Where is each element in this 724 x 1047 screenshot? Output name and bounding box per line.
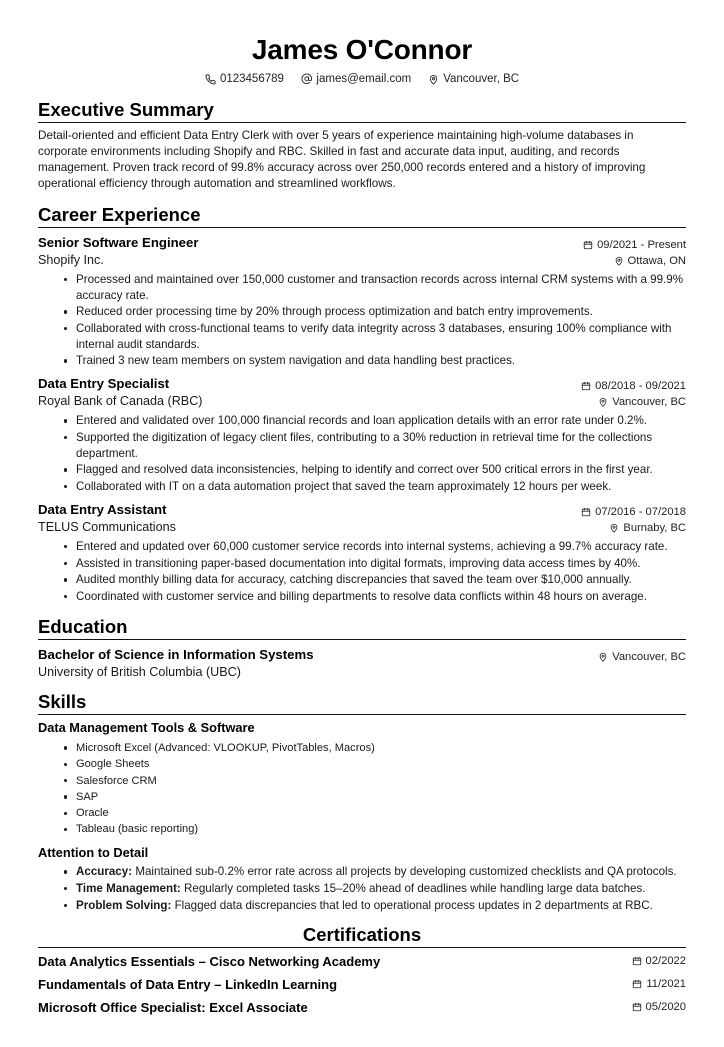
at-sign-icon [301,73,313,85]
education-entry-head [38,647,686,680]
location-pin-icon [428,74,439,85]
skill-item-text: Flagged data discrepancies that led to operational process updates in 2 departments at RBC. [174,898,653,912]
skill-item [64,864,686,880]
education-location-text: Vancouver, BC [612,650,686,663]
job-title: Data Entry Assistant [38,501,167,517]
skill-item: SAP [64,789,686,805]
calendar-icon [632,1002,642,1012]
job-location-line [581,520,686,536]
job-bullet: Reduced order processing time by 20% through process optimization and batch entry improvements. [64,304,686,320]
section-executive-summary [38,99,686,192]
skills-group-title: Attention to Detail [38,844,149,860]
job-location-text: Ottawa, ON [627,254,686,267]
calendar-icon [583,240,593,250]
job-location-text: Vancouver, BC [612,396,686,409]
job-title: Data Entry Specialist [38,376,170,391]
executive-summary-text: Detail-oriented and efficient Data Entry Clerk with over 5 years of experience maintaining high-volume databases in corporate environments including Shopify and RBC. Skilled in fast and accurate data input, auditing, and records management. Proven track record of 99.8% accuracy across over 250,000 records entered and a history of improving operational efficiency through automation and streamlined workflows. [38,129,646,191]
skills-list [38,864,686,913]
skill-item: Microsoft Excel (Advanced: VLOOKUP, PivotTables, Macros) [64,740,686,756]
education-entry-meta [598,647,686,665]
location-pin-icon [598,652,608,662]
contact-email [301,73,411,85]
contact-location-text: Vancouver, BC [443,73,520,86]
job-date-line [583,237,686,253]
job-bullet-list [38,539,686,605]
phone-icon [205,74,216,85]
degree-title: Bachelor of Science in Information Systems [38,646,314,662]
experience-entry-head [38,376,686,410]
job-bullet: Entered and updated over 60,000 customer service records into internal systems, achieving a 99.7% accuracy rate. [64,539,686,555]
section-skills [38,691,686,913]
job-bullet: Processed and maintained over 150,000 customer and transaction records across internal CRM systems with a 99.9% accuracy rate. [64,272,686,303]
job-bullet: Assisted in transitioning paper-based documentation into digital formats, improving data access times by 40%. [64,556,686,572]
job-bullet: Audited monthly billing data for accuracy, catching discrepancies that saved the team over $10,000 annually. [64,572,686,588]
job-bullet: Supported the digitization of legacy client files, contributing to a 30% reduction in retrieval time for the collections department. [64,430,686,461]
job-location-text: Burnaby, BC [623,521,686,534]
school-name: University of British Columbia (UBC) [38,664,241,679]
experience-entry-left [38,235,569,268]
job-location-line [581,394,686,410]
job-bullet: Entered and validated over 100,000 financial records and loan application details with an error rate under 0.2%. [64,413,686,429]
job-bullet: Trained 3 new team members on system navigation and data handling best practices. [64,353,686,369]
job-date-line [581,504,686,520]
calendar-icon [632,979,642,989]
contact-phone-text: 0123456789 [219,73,284,86]
contact-row [38,73,686,85]
job-date-text: 08/2018 - 09/2021 [595,380,686,392]
certification-date [632,955,686,967]
certification-name: Microsoft Office Specialist: Excel Associate [38,1000,308,1016]
location-pin-icon [609,523,619,533]
skill-item: Oracle [64,805,686,821]
job-bullet-list [38,413,686,494]
contact-location [428,73,519,85]
experience-entry-meta [581,502,686,536]
experience-entry [38,502,686,605]
calendar-icon [581,381,591,391]
section-title-executive-summary: Executive Summary [38,99,686,123]
skill-item-text: Regularly completed tasks 15–20% ahead of deadlines while handling large data batches. [184,882,646,895]
certification-name: Fundamentals of Data Entry – LinkedIn Learning [38,977,338,993]
skill-item: Google Sheets [64,756,686,772]
certification-date-text: 05/2020 [645,1001,686,1014]
section-education [38,616,686,680]
skill-item-label: Problem Solving: [76,898,172,912]
certification-row [38,954,686,971]
company-name: TELUS Communications [38,519,176,534]
certification-row [38,1000,686,1017]
certification-name: Data Analytics Essentials – Cisco Networking Academy [38,954,381,970]
experience-entry-meta [583,235,686,269]
job-bullet: Collaborated with IT on a data automation project that saved the team approximately 12 hours per week. [64,479,686,495]
calendar-icon [581,507,591,517]
skill-item [64,898,686,914]
job-bullet: Coordinated with customer service and billing departments to resolve data conflicts within 48 hours on average. [64,589,686,605]
candidate-name: James O'Connor [251,34,473,65]
experience-entry-meta [581,376,686,410]
job-bullet: Flagged and resolved data inconsistencies, helping to identify and correct over 500 critical errors in the first year. [64,462,686,478]
section-title-skills: Skills [38,691,686,715]
section-title-certifications: Certifications [38,924,686,948]
job-location-line [583,253,686,269]
skill-item [64,881,686,897]
location-pin-icon [598,397,608,407]
education-location-line [598,649,686,665]
section-career-experience [38,204,686,605]
education-entry [38,647,686,680]
skill-item-label: Accuracy: [76,865,133,879]
company-name: Royal Bank of Canada (RBC) [38,393,203,408]
experience-entry-left [38,502,567,535]
contact-phone [205,73,284,85]
education-entry-left [38,647,584,680]
skill-item-label: Time Management: [76,882,181,895]
certification-date [632,978,686,990]
location-pin-icon [614,256,624,266]
experience-entry-left [38,376,567,409]
contact-email-text: james@email.com [316,73,412,86]
experience-entry [38,376,686,495]
section-title-career-experience: Career Experience [38,204,686,228]
section-certifications [38,924,686,1017]
job-date-text: 09/2021 - Present [597,238,686,251]
job-date-line [581,378,686,394]
skill-item: Salesforce CRM [64,773,686,789]
skills-list [38,740,686,838]
skill-item-text: Maintained sub-0.2% error rate across all projects by developing customized checklists and QA protocols. [135,865,677,879]
skill-item: Tableau (basic reporting) [64,821,686,837]
job-bullet-list [38,272,686,369]
job-date-text: 07/2016 - 07/2018 [595,505,686,518]
job-title: Senior Software Engineer [38,234,199,250]
experience-entry [38,235,686,369]
skills-group-title: Data Management Tools & Software [38,720,255,736]
certification-date [632,1001,686,1013]
job-bullet: Collaborated with cross-functional teams to verify data integrity across 3 databases, ensuring 100% compliance with internal audit standards. [64,321,686,352]
experience-entry-head [38,235,686,269]
section-title-education: Education [38,616,686,640]
experience-entry-head [38,502,686,536]
company-name: Shopify Inc. [38,252,104,267]
certification-row [38,977,686,994]
certification-date-text: 11/2021 [646,978,686,991]
certification-date-text: 02/2022 [645,955,686,968]
calendar-icon [632,956,642,966]
resume-header [38,34,686,85]
